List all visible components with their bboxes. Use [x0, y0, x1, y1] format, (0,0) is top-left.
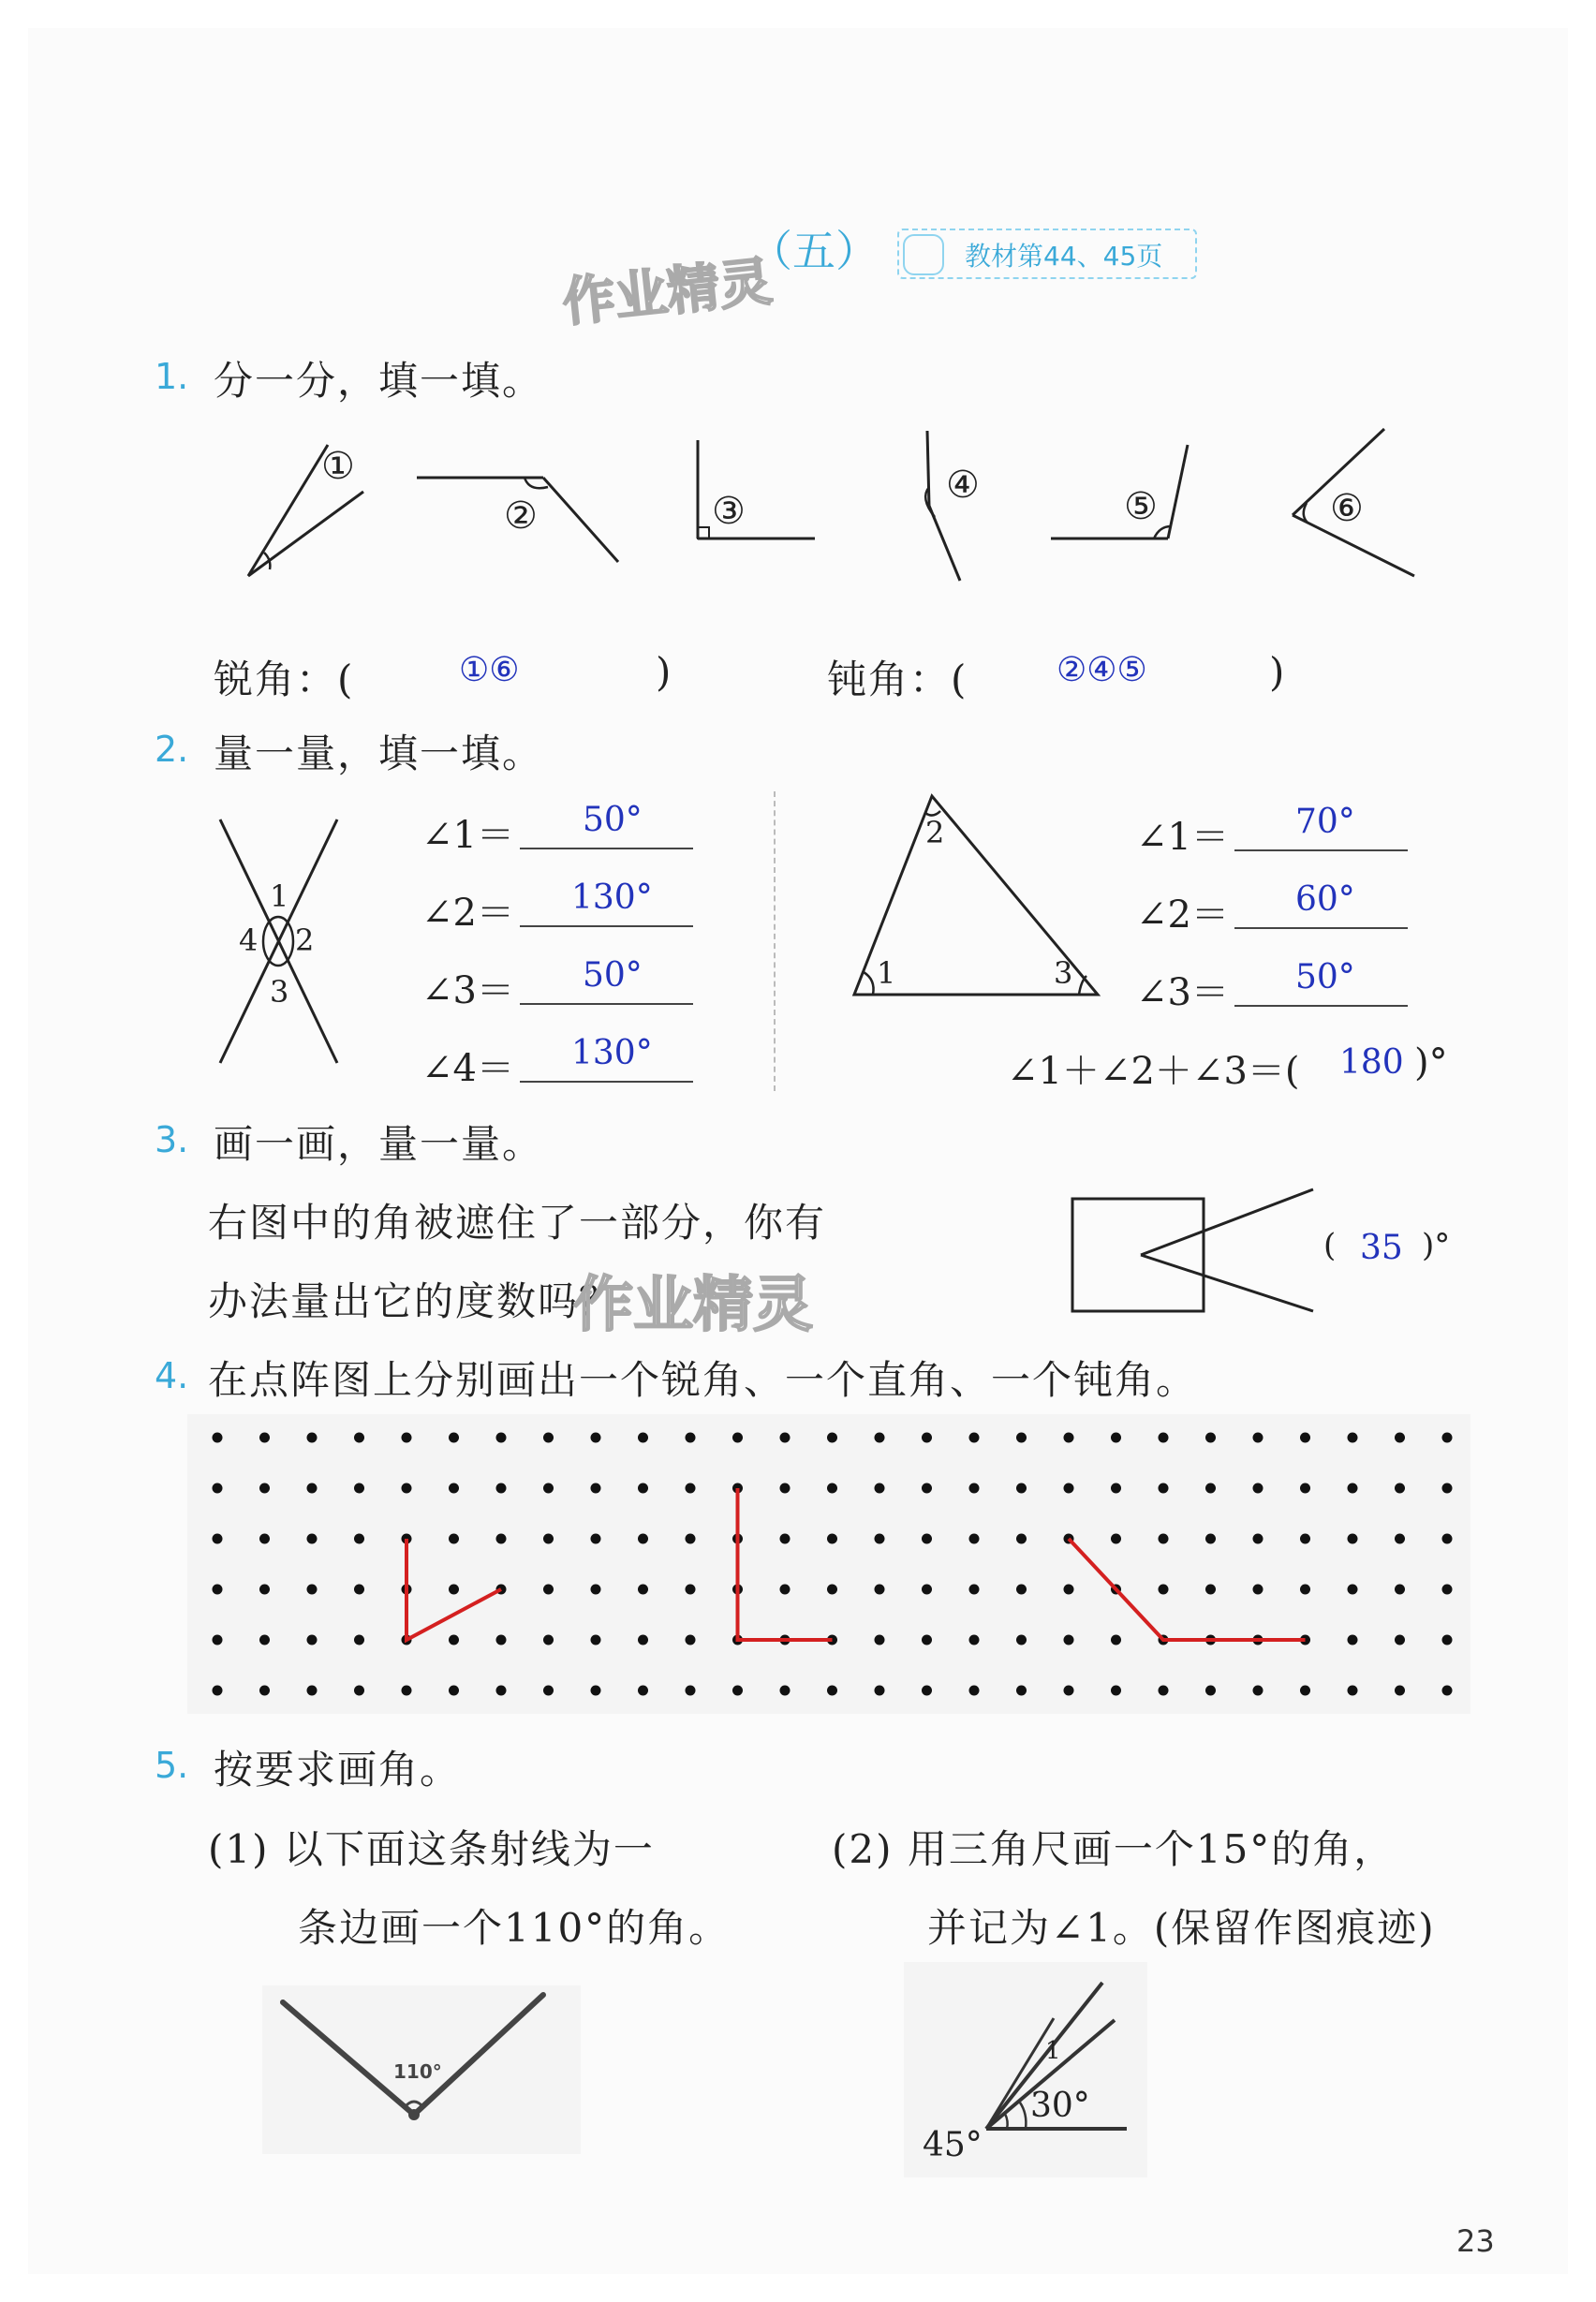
- q2-left-row-4-answer: 130°: [571, 1034, 653, 1072]
- grid-dot: [1205, 1686, 1216, 1696]
- grid-dot: [1348, 1585, 1358, 1595]
- q1-angles-figure: [215, 412, 1433, 599]
- grid-dot: [213, 1433, 223, 1443]
- grid-dot: [259, 1534, 270, 1544]
- grid-dot: [354, 1585, 364, 1595]
- q1-acute-label: 锐角：(: [214, 657, 355, 702]
- grid-dot: [449, 1635, 459, 1645]
- q2-left-label-2: 2: [295, 922, 315, 958]
- grid-dot: [686, 1635, 696, 1645]
- grid-dot: [875, 1585, 885, 1595]
- grid-dot: [1016, 1585, 1027, 1595]
- grid-dot: [449, 1686, 459, 1696]
- q2-left-row-2-line: [520, 925, 693, 927]
- q5-number: 5.: [155, 1745, 189, 1786]
- q1-angle-label-4: ④: [946, 464, 980, 507]
- q5-part1-line2: 条边画一个110°的角。: [298, 1905, 731, 1951]
- grid-dot: [1016, 1433, 1027, 1443]
- grid-dot: [307, 1433, 318, 1443]
- grid-dot: [1111, 1686, 1121, 1696]
- grid-dot: [354, 1635, 364, 1645]
- grid-dot: [259, 1483, 270, 1494]
- q2-right-row-3-answer: 50°: [1295, 958, 1355, 996]
- grid-dot: [1016, 1483, 1027, 1494]
- grid-dot: [780, 1686, 791, 1696]
- grid-dot: [591, 1686, 601, 1696]
- grid-dot: [1205, 1433, 1216, 1443]
- q2-right-row-2-label: ∠2＝: [1136, 893, 1229, 937]
- grid-dot: [307, 1686, 318, 1696]
- watermark-middle: 作业精灵: [573, 1271, 813, 1340]
- grid-dot: [213, 1686, 223, 1696]
- page-number: 23: [1456, 2223, 1495, 2259]
- q2-number: 2.: [155, 729, 189, 770]
- grid-dot: [1348, 1686, 1358, 1696]
- grid-dot: [1159, 1483, 1169, 1494]
- grid-dot: [543, 1585, 554, 1595]
- q2-sum-close: )°: [1414, 1041, 1448, 1085]
- grid-dot: [1159, 1534, 1169, 1544]
- grid-dot: [1064, 1686, 1074, 1696]
- grid-dot: [496, 1686, 507, 1696]
- q2-right-row-1-label: ∠1＝: [1136, 816, 1229, 859]
- q5-part1-line1: (1) 以下面这条射线为一: [208, 1826, 655, 1872]
- grid-dot: [307, 1585, 318, 1595]
- grid-dot: [402, 1433, 412, 1443]
- q1-obtuse-answer: ②④⑤: [1057, 651, 1147, 689]
- q3-answer-close: )°: [1422, 1227, 1451, 1264]
- grid-dot: [922, 1686, 932, 1696]
- q3-answer-open: (: [1323, 1227, 1337, 1264]
- q2-left-row-3-label: ∠3＝: [421, 969, 514, 1012]
- q5-title: 按要求画角。: [214, 1747, 462, 1793]
- grid-dot: [1016, 1686, 1027, 1696]
- q1-acute-close: ): [656, 649, 673, 695]
- grid-dot: [354, 1686, 364, 1696]
- q2-left-row-2-answer: 130°: [571, 878, 653, 917]
- grid-dot: [213, 1635, 223, 1645]
- grid-dot: [922, 1585, 932, 1595]
- grid-dot: [1442, 1433, 1453, 1443]
- grid-dot: [1111, 1433, 1121, 1443]
- grid-dot: [591, 1534, 601, 1544]
- q2-left-row-4-label: ∠4＝: [421, 1047, 514, 1090]
- grid-dot: [213, 1534, 223, 1544]
- grid-dot: [922, 1635, 932, 1645]
- grid-dot: [686, 1534, 696, 1544]
- grid-dot: [1442, 1483, 1453, 1494]
- grid-dot: [1300, 1534, 1310, 1544]
- grid-dot: [591, 1585, 601, 1595]
- q2-right-label-3: 3: [1054, 955, 1073, 991]
- q2-right-row-2-answer: 60°: [1295, 880, 1355, 919]
- grid-dot: [307, 1483, 318, 1494]
- grid-dot: [1300, 1686, 1310, 1696]
- q3-number: 3.: [155, 1119, 189, 1160]
- q4-number: 4.: [155, 1355, 189, 1396]
- grid-dot: [259, 1433, 270, 1443]
- grid-dot: [1395, 1635, 1405, 1645]
- grid-dot: [591, 1483, 601, 1494]
- grid-dot: [496, 1433, 507, 1443]
- q1-angle-label-5: ⑤: [1124, 485, 1158, 528]
- grid-dot: [449, 1483, 459, 1494]
- grid-dot: [1064, 1433, 1074, 1443]
- grid-dot: [1300, 1433, 1310, 1443]
- grid-dot: [449, 1585, 459, 1595]
- grid-dot: [591, 1433, 601, 1443]
- grid-dot: [780, 1585, 791, 1595]
- q2-title: 量一量，填一填。: [214, 730, 544, 776]
- grid-dot: [496, 1534, 507, 1544]
- grid-dot: [638, 1483, 648, 1494]
- q2-left-row-3-line: [520, 1003, 693, 1005]
- grid-dot: [1348, 1433, 1358, 1443]
- grid-dot: [686, 1433, 696, 1443]
- grid-dot: [1159, 1585, 1169, 1595]
- textbook-ref-icon: [903, 234, 944, 275]
- grid-dot: [449, 1433, 459, 1443]
- q3-covered-angle-figure: [1068, 1180, 1330, 1321]
- grid-dot: [1159, 1686, 1169, 1696]
- grid-dot: [543, 1433, 554, 1443]
- q2-left-row-1-answer: 50°: [583, 801, 643, 839]
- grid-dot: [1111, 1635, 1121, 1645]
- grid-dot: [543, 1534, 554, 1544]
- q2-left-row-4-line: [520, 1081, 693, 1083]
- q2-right-row-3-line: [1234, 1005, 1408, 1007]
- q1-acute-answer: ①⑥: [459, 651, 520, 689]
- grid-dot: [1442, 1635, 1453, 1645]
- grid-dot: [875, 1483, 885, 1494]
- grid-dot: [922, 1483, 932, 1494]
- grid-dot: [449, 1534, 459, 1544]
- q2-intersecting-lines-figure: [206, 805, 356, 1077]
- grid-dot: [1300, 1483, 1310, 1494]
- grid-dot: [686, 1483, 696, 1494]
- grid-dot: [969, 1635, 980, 1645]
- q1-number: 1.: [155, 356, 189, 397]
- grid-dot: [1348, 1483, 1358, 1494]
- grid-dot: [827, 1686, 837, 1696]
- grid-dot: [1253, 1433, 1264, 1443]
- grid-dot: [638, 1635, 648, 1645]
- q1-angle-label-3: ③: [712, 490, 746, 533]
- grid-dot: [307, 1635, 318, 1645]
- grid-dot: [922, 1433, 932, 1443]
- grid-dot: [259, 1635, 270, 1645]
- grid-dot: [686, 1585, 696, 1595]
- grid-dot: [732, 1686, 743, 1696]
- q5-part2-label-1: 1: [1045, 2037, 1061, 2065]
- grid-dot: [1111, 1483, 1121, 1494]
- grid-dot: [638, 1433, 648, 1443]
- q1-angle-label-1: ①: [321, 445, 355, 488]
- q5-part1-angle-label: 110°: [393, 2060, 442, 2083]
- grid-dot: [496, 1635, 507, 1645]
- grid-dot: [1395, 1585, 1405, 1595]
- q1-title: 分一分，填一填。: [214, 358, 544, 404]
- grid-dot: [1395, 1433, 1405, 1443]
- grid-dot: [591, 1635, 601, 1645]
- grid-dot: [686, 1686, 696, 1696]
- grid-dot: [875, 1686, 885, 1696]
- section-title: （五）: [749, 226, 879, 276]
- grid-dot: [1016, 1635, 1027, 1645]
- q2-sum-label: ∠1＋∠2＋∠3＝(: [1007, 1050, 1300, 1093]
- grid-dot: [402, 1483, 412, 1494]
- grid-dot: [307, 1534, 318, 1544]
- grid-dot: [1442, 1534, 1453, 1544]
- grid-dot: [1253, 1534, 1264, 1544]
- grid-dot: [1253, 1686, 1264, 1696]
- q3-answer: 35: [1360, 1229, 1403, 1267]
- grid-dot: [1253, 1483, 1264, 1494]
- grid-dot: [1064, 1635, 1074, 1645]
- q5-part2-line2: 并记为∠1。(保留作图痕迹): [927, 1905, 1436, 1951]
- q2-right-label-1: 1: [877, 955, 896, 991]
- grid-dot: [402, 1686, 412, 1696]
- grid-dot: [827, 1585, 837, 1595]
- grid-dot: [969, 1483, 980, 1494]
- q1-angle-label-6: ⑥: [1330, 487, 1364, 530]
- grid-dot: [875, 1635, 885, 1645]
- q5-part2-line1: (2) 用三角尺画一个15°的角，: [832, 1826, 1396, 1872]
- grid-dot: [875, 1433, 885, 1443]
- watermark-top: 作业精灵: [559, 251, 776, 334]
- grid-dot: [922, 1534, 932, 1544]
- grid-dot: [827, 1433, 837, 1443]
- grid-dot: [1348, 1534, 1358, 1544]
- q2-left-label-3: 3: [270, 974, 289, 1010]
- textbook-ref: 教材第44、45页: [965, 241, 1163, 272]
- q4-title: 在点阵图上分别画出一个锐角、一个直角、一个钝角。: [208, 1357, 1198, 1403]
- grid-dot: [259, 1585, 270, 1595]
- grid-dot: [1064, 1483, 1074, 1494]
- grid-dot: [1205, 1483, 1216, 1494]
- q2-left-label-1: 1: [270, 878, 289, 914]
- q5-part2-label-45: 45°: [923, 2126, 983, 2164]
- grid-dot: [354, 1483, 364, 1494]
- grid-dot: [1442, 1686, 1453, 1696]
- grid-dot: [1395, 1534, 1405, 1544]
- grid-dot: [969, 1585, 980, 1595]
- grid-dot: [496, 1483, 507, 1494]
- q2-right-row-3-label: ∠3＝: [1136, 971, 1229, 1014]
- grid-dot: [969, 1534, 980, 1544]
- grid-dot: [1395, 1686, 1405, 1696]
- grid-dot: [1159, 1433, 1169, 1443]
- grid-dot: [1395, 1483, 1405, 1494]
- grid-dot: [969, 1433, 980, 1443]
- grid-dot: [638, 1534, 648, 1544]
- grid-dot: [543, 1635, 554, 1645]
- q5-part2-label-30: 30°: [1030, 2087, 1090, 2125]
- q2-right-row-1-line: [1234, 849, 1408, 851]
- grid-dot: [875, 1534, 885, 1544]
- q1-obtuse-close: ): [1269, 649, 1287, 695]
- grid-dot: [543, 1483, 554, 1494]
- grid-dot: [1016, 1534, 1027, 1544]
- grid-dot: [354, 1534, 364, 1544]
- grid-dot: [638, 1686, 648, 1696]
- grid-dot: [780, 1483, 791, 1494]
- q4-dot-grid: [187, 1414, 1470, 1714]
- q3-title: 画一画，量一量。: [214, 1121, 544, 1167]
- q2-left-label-4: 4: [239, 922, 259, 958]
- grid-dot: [1253, 1585, 1264, 1595]
- grid-dot: [732, 1433, 743, 1443]
- q2-sum-answer: 180: [1339, 1043, 1404, 1082]
- grid-dot: [1300, 1585, 1310, 1595]
- grid-dot: [259, 1686, 270, 1696]
- grid-dot: [1348, 1635, 1358, 1645]
- grid-dot: [638, 1585, 648, 1595]
- grid-dot: [827, 1534, 837, 1544]
- grid-dot: [780, 1534, 791, 1544]
- grid-dot: [354, 1433, 364, 1443]
- q3-line1: 右图中的角被遮住了一部分，你有: [208, 1200, 827, 1246]
- grid-dot: [780, 1433, 791, 1443]
- q2-divider: [774, 791, 776, 1091]
- grid-dot: [1205, 1534, 1216, 1544]
- grid-dot: [1442, 1585, 1453, 1595]
- grid-dot: [213, 1483, 223, 1494]
- q2-left-row-1-line: [520, 848, 693, 849]
- textbook-ref-box: [897, 229, 1197, 279]
- q2-left-row-1-label: ∠1＝: [421, 814, 514, 857]
- grid-dot: [1064, 1585, 1074, 1595]
- q2-left-row-2-label: ∠2＝: [421, 892, 514, 935]
- q2-left-row-3-answer: 50°: [583, 956, 643, 995]
- q3-line2: 办法量出它的度数吗？: [208, 1278, 621, 1324]
- q1-obtuse-label: 钝角：(: [827, 657, 968, 702]
- q2-right-label-2: 2: [925, 815, 945, 850]
- grid-dot: [969, 1686, 980, 1696]
- grid-dot: [1111, 1534, 1121, 1544]
- grid-dot: [543, 1686, 554, 1696]
- q2-right-row-1-answer: 70°: [1295, 803, 1355, 841]
- grid-dot: [827, 1483, 837, 1494]
- grid-dot: [1205, 1585, 1216, 1595]
- q1-angle-label-2: ②: [504, 494, 538, 538]
- q2-right-row-2-line: [1234, 927, 1408, 929]
- grid-dot: [213, 1585, 223, 1595]
